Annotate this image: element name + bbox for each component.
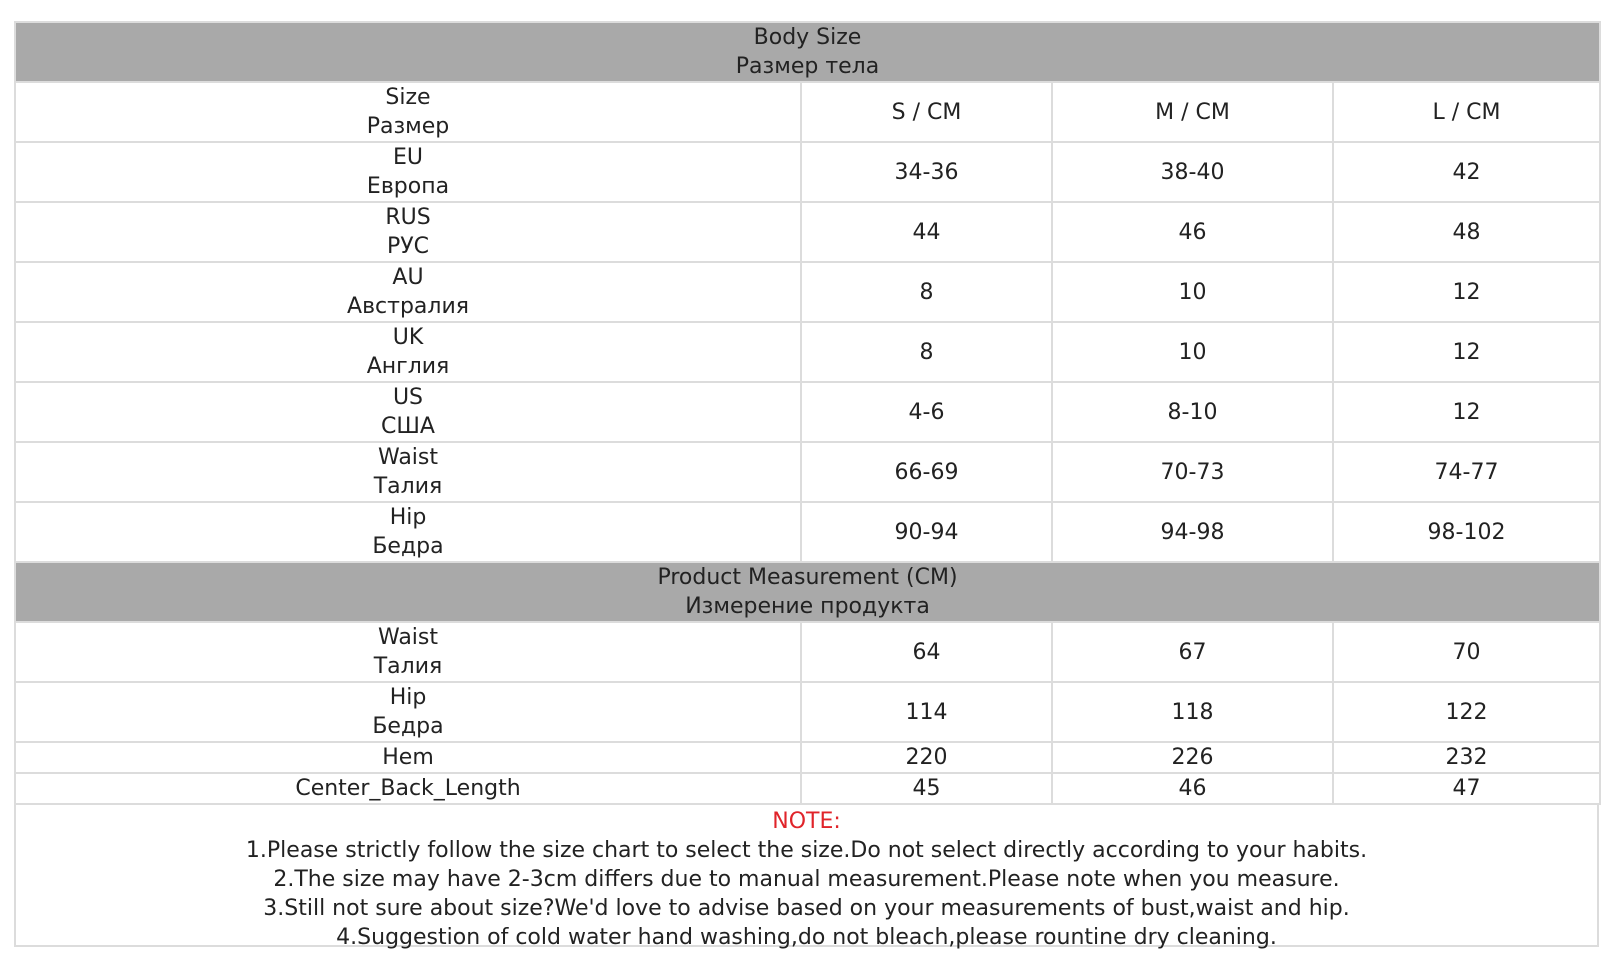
row-label — [15, 502, 801, 562]
body-size-title — [15, 22, 1600, 82]
table-cell: 64 — [801, 622, 1052, 682]
table-cell: 8-10 — [1052, 382, 1333, 442]
row-label-en: AU — [392, 265, 424, 290]
table-cell: 38-40 — [1052, 142, 1333, 202]
table-cell: 114 — [801, 682, 1052, 742]
col-header-l: L / CM — [1333, 82, 1600, 142]
table-cell: 46 — [1052, 202, 1333, 262]
row-label-ru: Англия — [366, 354, 450, 379]
row-label — [15, 622, 801, 682]
row-label-ru: РУС — [386, 234, 430, 259]
table-cell: 12 — [1333, 322, 1600, 382]
table-cell: 10 — [1052, 322, 1333, 382]
row-label-en: UK — [392, 325, 424, 350]
table-cell: 122 — [1333, 682, 1600, 742]
row-label-en: Waist — [377, 445, 439, 470]
row-label — [15, 322, 801, 382]
row-label — [15, 262, 801, 322]
body-size-band — [15, 22, 1600, 82]
table-cell: 118 — [1052, 682, 1333, 742]
table-cell: 232 — [1333, 742, 1600, 773]
table-row — [15, 382, 1600, 442]
table-cell: 70-73 — [1052, 442, 1333, 502]
note-line: 3.Still not sure about size?We'd love to advise based on your measurements of bust,waist and hip. — [263, 896, 1350, 921]
table-cell: 67 — [1052, 622, 1333, 682]
body-size-title-en: Body Size — [753, 25, 862, 50]
table-row — [15, 442, 1600, 502]
size-label-ru: Размер — [366, 114, 450, 139]
row-label — [15, 142, 801, 202]
table-row — [15, 773, 1600, 804]
size-header-label — [15, 82, 801, 142]
size-label-en: Size — [385, 85, 431, 110]
note-line: 1.Please strictly follow the size chart to select the size.Do not select directly according to your habits. — [245, 838, 1368, 863]
table-cell: 12 — [1333, 262, 1600, 322]
table-cell: 42 — [1333, 142, 1600, 202]
table-cell: 226 — [1052, 742, 1333, 773]
table-cell: 48 — [1333, 202, 1600, 262]
row-label-en: US — [392, 385, 424, 410]
table-cell: 94-98 — [1052, 502, 1333, 562]
note-title: NOTE: — [772, 809, 841, 834]
row-label-ru: Австралия — [347, 294, 469, 319]
body-size-title-ru: Размер тела — [735, 54, 880, 79]
row-label — [15, 202, 801, 262]
size-table — [14, 21, 1601, 805]
table-cell: 70 — [1333, 622, 1600, 682]
table-row — [15, 502, 1600, 562]
row-label — [15, 382, 801, 442]
table-row — [15, 322, 1600, 382]
row-label — [15, 773, 801, 804]
row-label-en: Hip — [389, 685, 427, 710]
size-chart — [14, 21, 1599, 950]
row-label-ru: Бедра — [372, 714, 444, 739]
row-label-en: RUS — [385, 205, 431, 230]
table-cell: 98-102 — [1333, 502, 1600, 562]
table-cell: 74-77 — [1333, 442, 1600, 502]
row-label-en: Center_Back_Length — [295, 776, 521, 801]
row-label-en: Hip — [389, 505, 427, 530]
table-cell: 34-36 — [801, 142, 1052, 202]
row-label-ru: Европа — [366, 174, 450, 199]
row-label-ru: Талия — [373, 654, 443, 679]
product-title — [15, 562, 1600, 622]
table-cell: 220 — [801, 742, 1052, 773]
row-label-ru: США — [381, 414, 435, 439]
row-label — [15, 682, 801, 742]
table-row — [15, 742, 1600, 773]
col-header-m: M / CM — [1052, 82, 1333, 142]
note-line: 4.Suggestion of cold water hand washing,do not bleach,please rountine dry cleaning. — [336, 925, 1277, 950]
table-row — [15, 682, 1600, 742]
table-cell: 45 — [801, 773, 1052, 804]
row-label — [15, 442, 801, 502]
note-line: 2.The size may have 2-3cm differs due to manual measurement.Please note when you measure. — [273, 867, 1340, 892]
table-cell: 44 — [801, 202, 1052, 262]
product-band — [15, 562, 1600, 622]
table-row — [15, 622, 1600, 682]
table-row — [15, 142, 1600, 202]
col-header-s: S / CM — [801, 82, 1052, 142]
table-cell: 8 — [801, 322, 1052, 382]
product-title-en: Product Measurement (CM) — [657, 565, 958, 590]
row-label-en: EU — [392, 145, 423, 170]
size-header-row — [15, 82, 1600, 142]
row-label-en: Waist — [377, 625, 439, 650]
notes-box — [14, 805, 1599, 950]
table-row — [15, 262, 1600, 322]
table-row — [15, 202, 1600, 262]
product-title-ru: Измерение продукта — [685, 594, 930, 619]
table-cell: 90-94 — [801, 502, 1052, 562]
table-cell: 47 — [1333, 773, 1600, 804]
row-label-ru: Бедра — [372, 534, 444, 559]
table-cell: 46 — [1052, 773, 1333, 804]
table-cell: 66-69 — [801, 442, 1052, 502]
table-cell: 8 — [801, 262, 1052, 322]
table-cell: 10 — [1052, 262, 1333, 322]
row-label-en: Hem — [382, 745, 434, 770]
table-cell: 12 — [1333, 382, 1600, 442]
row-label — [15, 742, 801, 773]
table-cell: 4-6 — [801, 382, 1052, 442]
row-label-ru: Талия — [373, 474, 443, 499]
